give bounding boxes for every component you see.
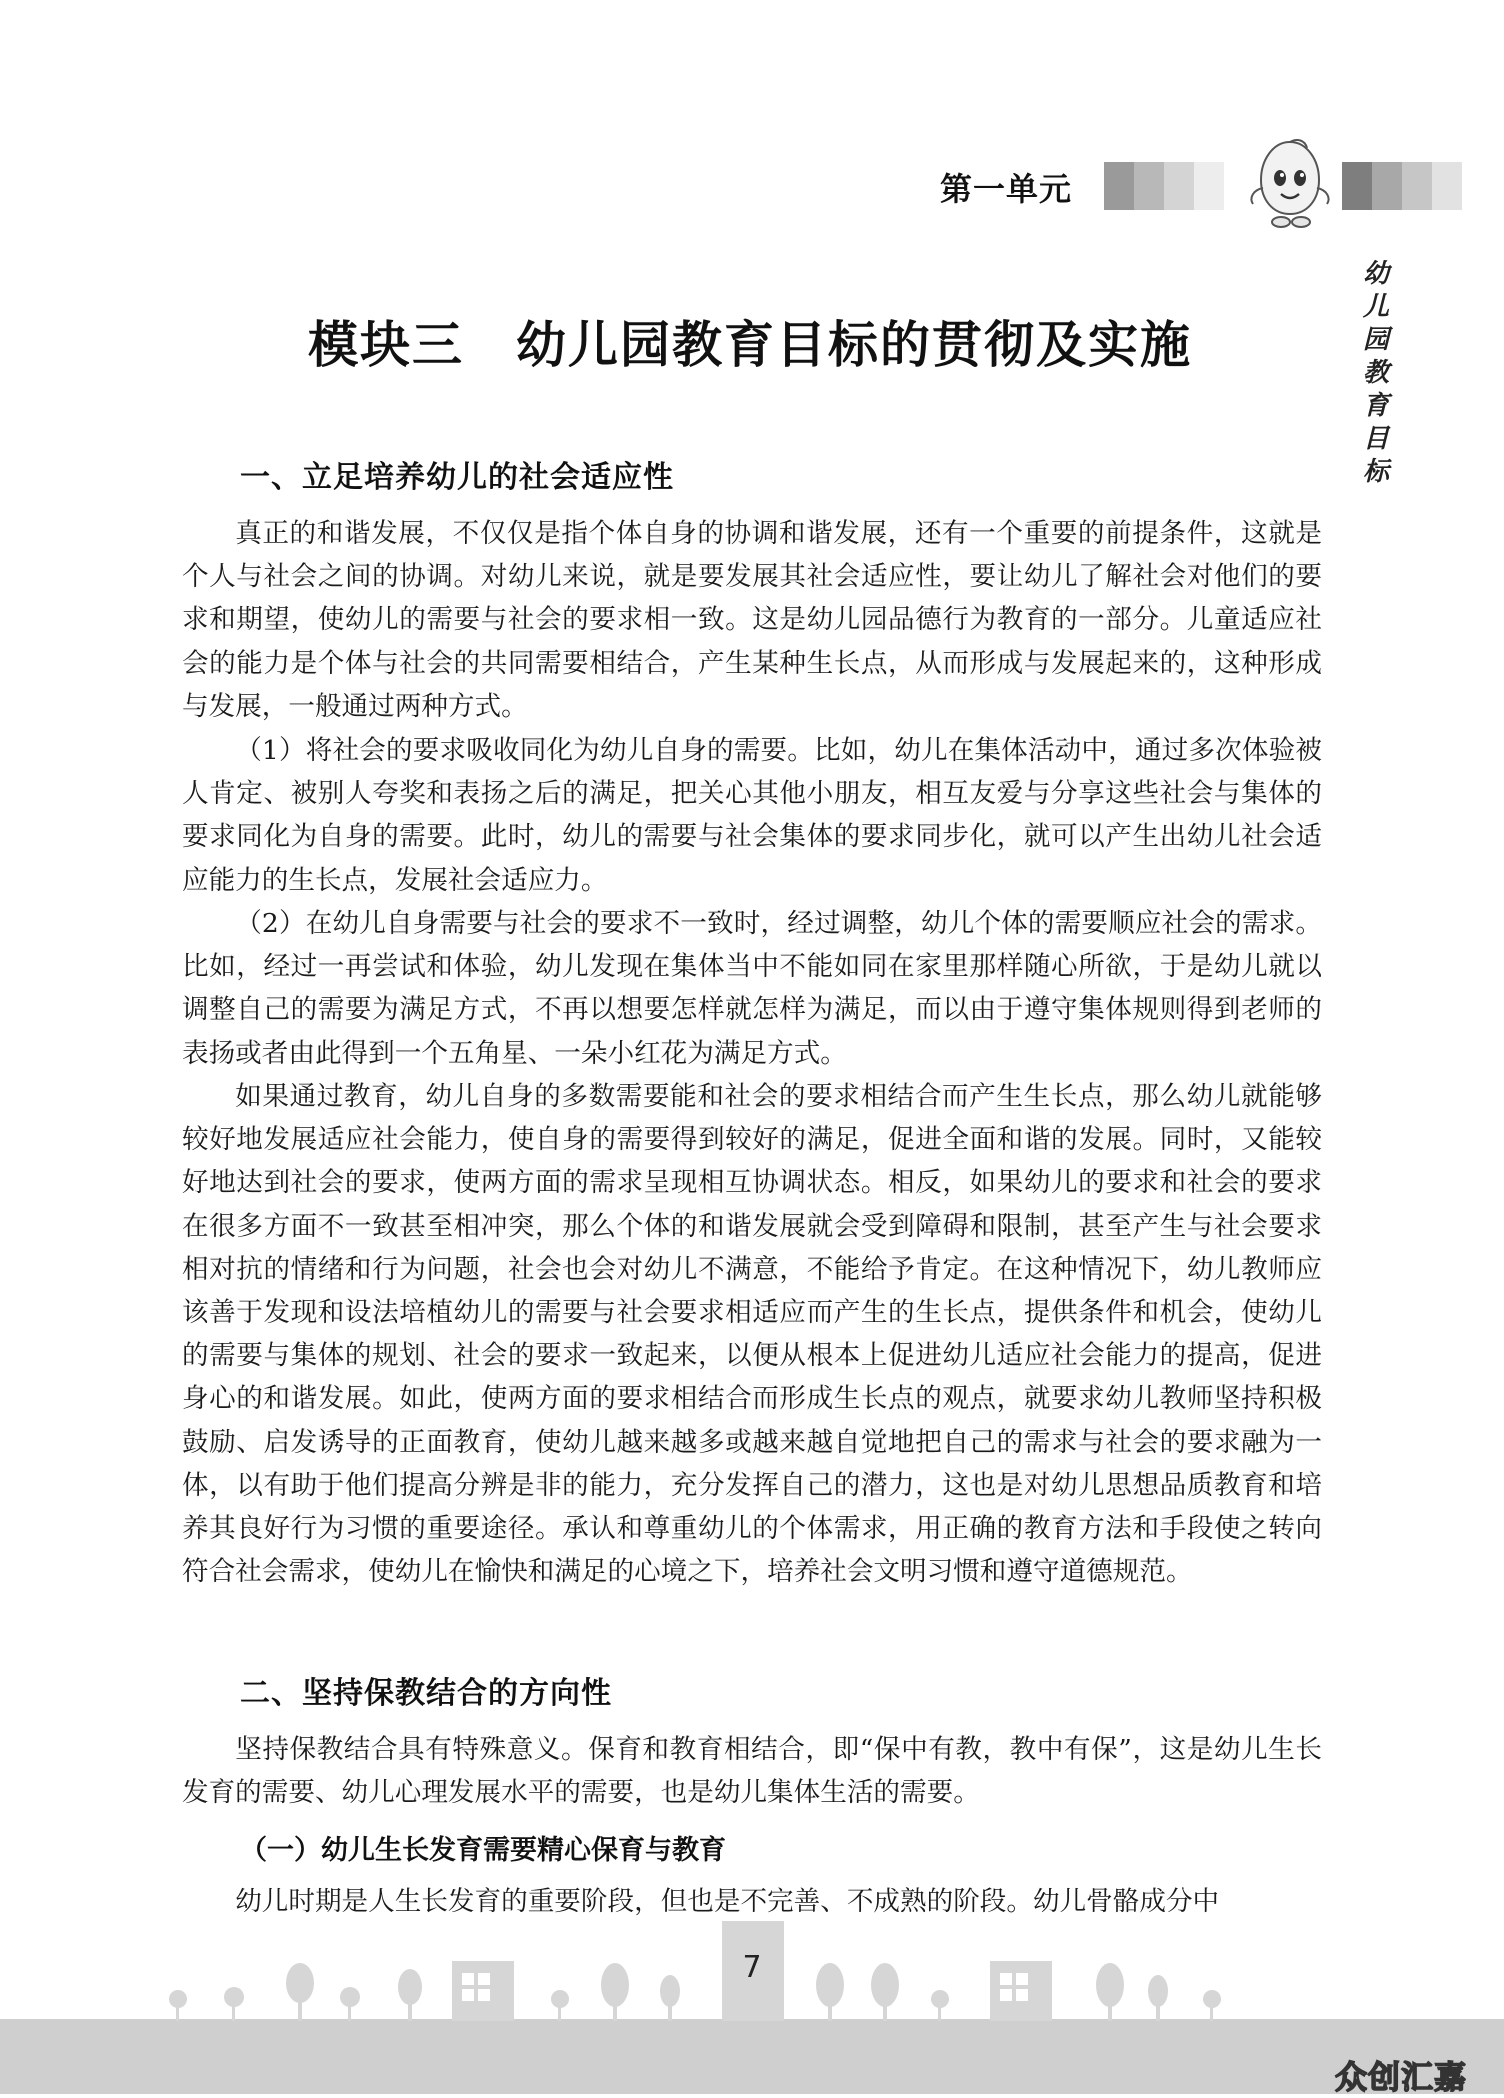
mascot-icon: [1245, 138, 1335, 230]
side-title-char: 标: [1362, 457, 1389, 487]
unit-label: 第一单元: [940, 170, 1073, 208]
section-heading: 二、坚持保教结合的方向性: [240, 1676, 612, 1711]
side-title-char: 儿: [1362, 292, 1389, 322]
page-number: 7: [742, 1950, 762, 1985]
header-band-right: [1342, 162, 1462, 210]
paragraph: 坚持保教结合具有特殊意义。保育和教育相结合，即“保中有教，教中有保”，这是幼儿生长发育的需要、幼儿心理发展水平的需要，也是幼儿集体生活的需要。: [182, 1734, 1322, 1809]
footer-skyline: [0, 1905, 1504, 2094]
header-band-block: [1104, 162, 1134, 210]
header-band-block: [1402, 162, 1432, 210]
paragraph: 幼儿时期是人生长发育的重要阶段，但也是不完善、不成熟的阶段。幼儿骨骼成分中: [235, 1886, 1220, 1917]
header-band-block: [1372, 162, 1402, 210]
watermark-logo: 众创汇嘉: [1335, 2058, 1468, 2096]
header-band-left: [1104, 162, 1224, 210]
header-band-block: [1164, 162, 1194, 210]
paragraph: 真正的和谐发展，不仅仅是指个体自身的协调和谐发展，还有一个重要的前提条件，这就是个人与社会之间的协调。对幼儿来说，就是要发展其社会适应性，要让幼儿了解社会对他们的要求和期望，使幼儿的需要与社会的要求相一致。这是幼儿园品德行为教育的一部分。儿童适应社会的能力是个体与社会的共同需要相结合，产生某种生长点，从而形成与发展起来的，这种形成与发展，一般通过两种方式。: [182, 518, 1322, 722]
paragraph: （2）在幼儿自身需要与社会的要求不一致时，经过调整，幼儿个体的需要顺应社会的需求。比如，经过一再尝试和体验，幼儿发现在集体当中不能如同在家里那样随心所欲，于是幼儿就以调整自己的需要为满足方式，不再以想要怎样就怎样为满足，而以由于遵守集体规则得到老师的表扬或者由此得到一个五角星、一朵小红花为满足方式。: [182, 908, 1322, 1069]
header-band-block: [1432, 162, 1462, 210]
header-band-block: [1342, 162, 1372, 210]
side-title-char: 园: [1362, 325, 1389, 355]
header-band-block: [1134, 162, 1164, 210]
header-band-block: [1194, 162, 1224, 210]
section-heading: 一、立足培养幼儿的社会适应性: [240, 460, 674, 495]
page-title: 模块三 幼儿园教育目标的贯彻及实施: [308, 315, 1192, 374]
paragraph: （1）将社会的要求吸收同化为幼儿自身的需要。比如，幼儿在集体活动中，通过多次体验被人肯定、被别人夸奖和表扬之后的满足，把关心其他小朋友，相互友爱与分享这些社会与集体的要求同化为自身的需要。此时，幼儿的需要与社会集体的要求同步化，就可以产生出幼儿社会适应能力的生长点，发展社会适应力。: [182, 735, 1322, 896]
side-title-char: 幼: [1362, 259, 1389, 289]
side-title-char: 育: [1362, 391, 1389, 421]
paragraph: 如果通过教育，幼儿自身的多数需要能和社会的要求相结合而产生生长点，那么幼儿就能够较好地发展适应社会能力，使自身的需要得到较好的满足，促进全面和谐的发展。同时，又能较好地达到社会的要求，使两方面的需求呈现相互协调状态。相反，如果幼儿的要求和社会的要求在很多方面不一致甚至相冲突，那么个体的和谐发展就会受到障碍和限制，甚至产生与社会要求相对抗的情绪和行为问题，社会也会对幼儿不满意，不能给予肯定。在这种情况下，幼儿教师应该善于发现和设法培植幼儿的需要与社会要求相适应而产生的生长点，提供条件和机会，使幼儿的需要与集体的规划、社会的要求一致起来，以便从根本上促进幼儿适应社会能力的提高，促进身心的和谐发展。如此，使两方面的要求相结合而形成生长点的观点，就要求幼儿教师坚持积极鼓励、启发诱导的正面教育，使幼儿越来越多或越来越自觉地把自己的需求与社会的要求融为一体，以有助于他们提高分辨是非的能力，充分发挥自己的潜力，这也是对幼儿思想品质教育和培养其良好行为习惯的重要途径。承认和尊重幼儿的个体需求，用正确的教育方法和手段使之转向符合社会需求，使幼儿在愉快和满足的心境之下，培养社会文明习惯和遵守道德规范。: [182, 1081, 1322, 1588]
side-title-char: 教: [1362, 358, 1389, 388]
subsection-heading: （一）幼儿生长发育需要精心保育与教育: [240, 1835, 726, 1866]
side-title-char: 目: [1362, 424, 1389, 454]
